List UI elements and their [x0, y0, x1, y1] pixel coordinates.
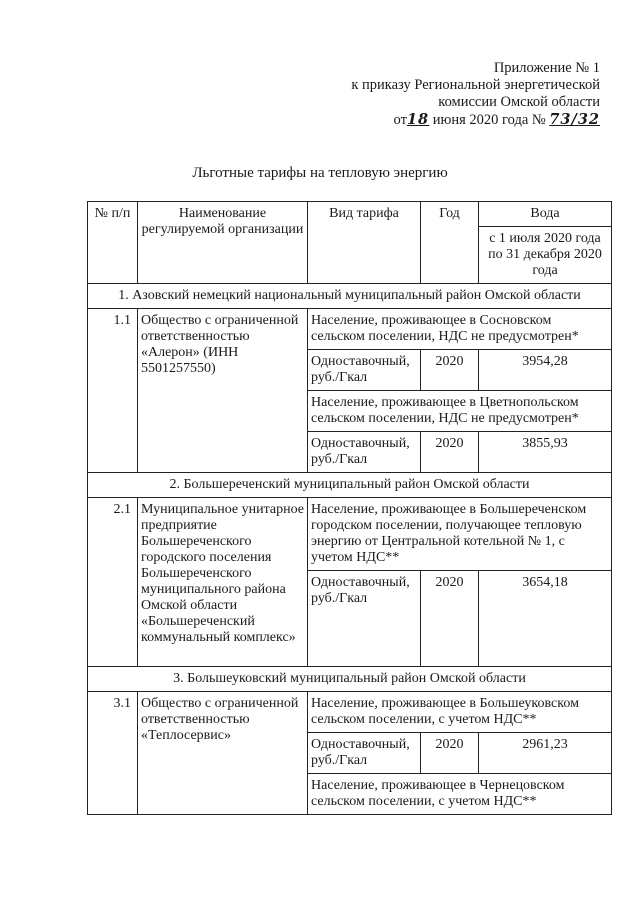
document-title: Льготные тарифы на тепловую энергию [192, 165, 448, 181]
col-header-number: № п/п [88, 202, 138, 284]
tariff-type: Одноставочный, руб./Гкал [308, 432, 421, 473]
table-row [88, 498, 612, 571]
table-row [88, 692, 612, 733]
population-group: Население, проживающее в Большереченском городском поселении, получающее тепловую энергию от Центральной котельной № 1, с учетом НДС** [308, 498, 612, 571]
order-date-line [300, 111, 600, 129]
section-title: 3. Большеуковский муниципальный район Омской области [88, 667, 612, 692]
date-prefix: от [393, 112, 407, 128]
col-header-organization: Наименование регулируемой организации [138, 202, 308, 284]
tariff-value: 2961,23 [479, 733, 612, 774]
header-row [88, 202, 612, 227]
tariff-type: Одноставочный, руб./Гкал [308, 571, 421, 667]
population-group: Население, проживающее в Чернецовском сельском поселении, с учетом НДС** [308, 774, 612, 815]
col-header-period: с 1 июля 2020 года по 31 декабря 2020 года [479, 227, 612, 284]
population-group: Население, проживающее в Сосновском сельском поселении, НДС не предусмотрен* [308, 309, 612, 350]
section-row [88, 473, 612, 498]
tariff-type: Одноставочный, руб./Гкал [308, 733, 421, 774]
organization-name: Общество с ограниченной ответственностью «Теплосервис» [138, 692, 308, 815]
section-title: 2. Большереченский муниципальный район Омской области [88, 473, 612, 498]
order-reference: к приказу Региональной энергетической [351, 77, 600, 93]
organization-name: Муниципальное унитарное предприятие Большереченского городского поселения Большереченского муниципального района Омской области «Большереченский коммунальный комплекс» [138, 498, 308, 667]
organization-name: Общество с ограниченной ответственностью «Алерон» (ИНН 5501257550) [138, 309, 308, 473]
population-group: Население, проживающее в Цветнопольском сельском поселении, НДС не предусмотрен* [308, 391, 612, 432]
section-row [88, 667, 612, 692]
col-header-water: Вода [479, 202, 612, 227]
section-title: 1. Азовский немецкий национальный муниципальный район Омской области [88, 284, 612, 309]
col-header-tariff-type: Вид тарифа [308, 202, 421, 284]
tariffs-table [87, 201, 612, 815]
row-number: 3.1 [88, 692, 138, 815]
row-number: 1.1 [88, 309, 138, 473]
commission-name: комиссии Омской области [438, 94, 600, 110]
table-row [88, 309, 612, 350]
row-number: 2.1 [88, 498, 138, 667]
appendix-label: Приложение № 1 [493, 60, 600, 76]
col-header-year: Год [421, 202, 479, 284]
tariff-value: 3954,28 [479, 350, 612, 391]
tariff-year: 2020 [421, 350, 479, 391]
tariff-year: 2020 [421, 733, 479, 774]
tariff-year: 2020 [421, 571, 479, 667]
population-group: Население, проживающее в Большеуковском сельском поселении, с учетом НДС** [308, 692, 612, 733]
tariff-value: 3855,93 [479, 432, 612, 473]
section-row [88, 284, 612, 309]
tariff-year: 2020 [421, 432, 479, 473]
tariff-value: 3654,18 [479, 571, 612, 667]
date-middle: июня 2020 года № [432, 112, 546, 128]
document-header [300, 60, 600, 129]
tariff-type: Одноставочный, руб./Гкал [308, 350, 421, 391]
order-number: 73/32 [549, 111, 600, 128]
date-day: 18 [406, 111, 430, 128]
